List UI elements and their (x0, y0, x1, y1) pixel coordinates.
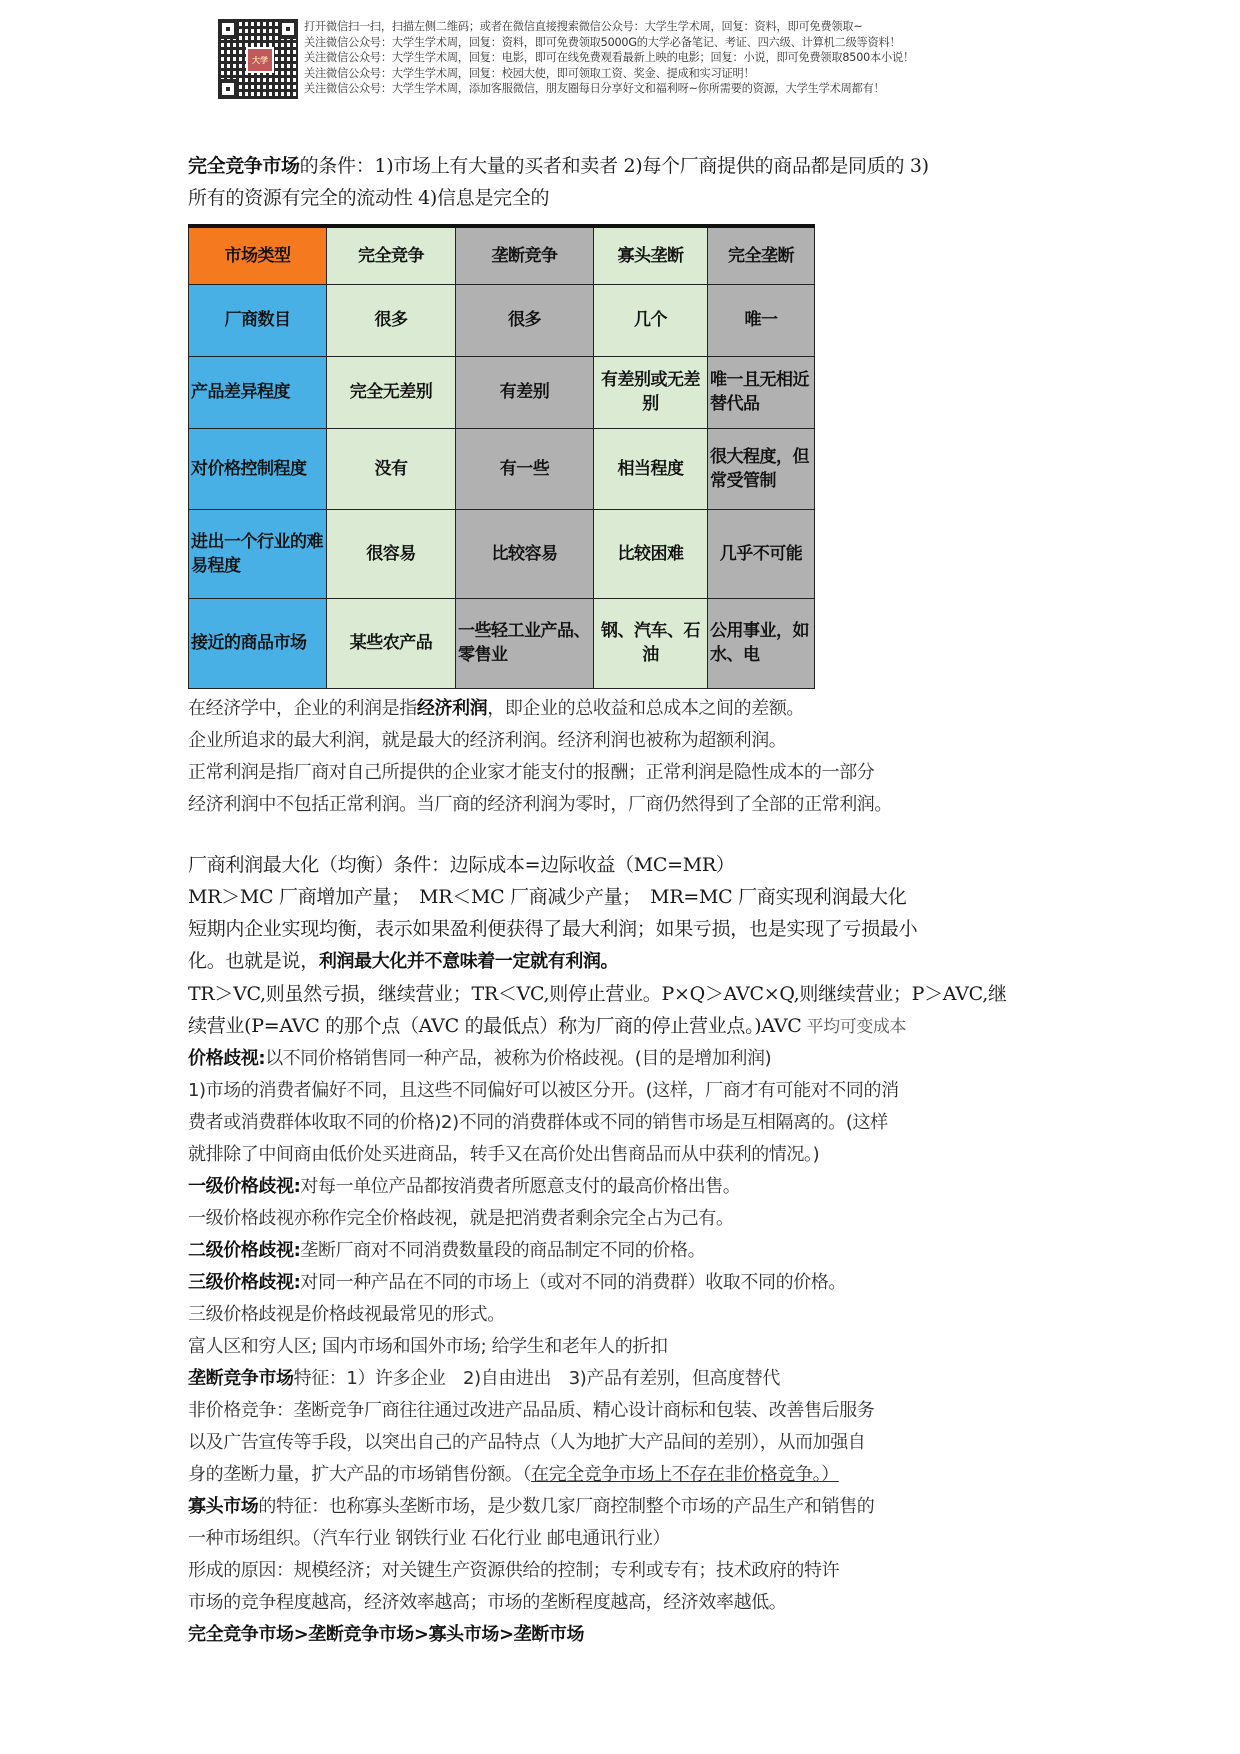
promo-line: 关注微信公众号：大学生学术周，回复：电影，即可在线免费观看最新上映的电影；回复：小说，即可免费领取8500本小说！ (304, 51, 915, 65)
intro-paragraph: 完全竞争市场的条件：1)市场上有大量的买者和卖者 2)每个厂商提供的商品都是同质的 3) (188, 155, 929, 177)
table-cell: 有差别 (456, 356, 594, 428)
table-cell: 很容易 (327, 509, 456, 598)
promo-line: 关注微信公众号：大学生学术周，回复：校园大使，即可领取工资、奖金、提成和实习证明！ (304, 66, 755, 80)
promo-header (218, 19, 998, 103)
qr-logo-icon: 大学 (246, 47, 274, 73)
non-price-competition: 非价格竞争：垄断竞争厂商往往通过改进产品品质、精心设计商标和包装、改善售后服务 (188, 1399, 875, 1421)
promo-line: 打开微信扫一扫，扫描左侧二维码；或者在微信直接搜索微信公众号：大学生学术周，回复：资料，即可免费领取~ (304, 20, 863, 33)
table-cell: 某些农产品 (327, 598, 456, 688)
market-efficiency-ranking: 完全竞争市场>垄断竞争市场>寡头市场>垄断市场 (188, 1623, 585, 1645)
table-cell: 完全无差别 (327, 356, 456, 428)
table-header-cell: 市场类型 (189, 226, 327, 284)
equilibrium-line: TR＞VC,则虽然亏损，继续营业；TR＜VC,则停止营业。P×Q＞AVC×Q,则继续营业；P＞AVC,继 (188, 982, 1007, 1005)
non-price-competition: 以及广告宣传等手段，以突出自己的产品特点（人为地扩大产品间的差别），从而加强自 (188, 1431, 866, 1453)
equilibrium-line: MR＞MC 厂商增加产量； MR＜MC 厂商减少产量； MR=MC 厂商实现利润最大化 (188, 885, 907, 908)
market-comparison-table (188, 224, 815, 689)
table-row (189, 284, 815, 356)
third-degree-discrimination: 三级价格歧视:对同一种产品在不同的市场上（或对不同的消费群）收取不同的价格。 (188, 1271, 847, 1293)
equilibrium-line: 化。也就是说，利润最大化并不意味着一定就有利润。 (188, 949, 619, 972)
table-header-cell: 寡头垄断 (594, 226, 708, 284)
table-cell: 一些轻工业产品、零售业 (456, 598, 594, 688)
discrimination-examples: 富人区和穷人区; 国内市场和国外市场; 给学生和老年人的折扣 (188, 1335, 668, 1357)
table-cell: 很多 (456, 284, 594, 356)
third-degree-note: 三级价格歧视是价格歧视最常见的形式。 (188, 1303, 505, 1325)
table-cell: 很大程度，但常受管制 (708, 428, 815, 509)
table-row (189, 598, 815, 688)
equilibrium-line: 厂商利润最大化（均衡）条件：边际成本=边际收益（MC=MR） (188, 853, 735, 876)
row-label: 进出一个行业的难易程度 (189, 509, 327, 598)
first-degree-discrimination: 一级价格歧视:对每一单位产品都按消费者所愿意支付的最高价格出售。 (188, 1175, 741, 1197)
table-cell: 几乎不可能 (708, 509, 815, 598)
table-header-cell: 完全竞争 (327, 226, 456, 284)
oligopoly-line: 一种市场组织。（汽车行业 钢铁行业 石化行业 邮电通讯行业） (188, 1527, 671, 1549)
row-label: 接近的商品市场 (189, 598, 327, 688)
oligopoly-line: 市场的竞争程度越高，经济效率越高；市场的垄断程度越高，经济效率越低。 (188, 1591, 787, 1613)
table-cell: 有一些 (456, 428, 594, 509)
table-cell: 很多 (327, 284, 456, 356)
second-degree-discrimination: 二级价格歧视:垄断厂商对不同消费数量段的商品制定不同的价格。 (188, 1239, 706, 1261)
table-cell: 比较困难 (594, 509, 708, 598)
promo-line: 关注微信公众号：大学生学术周，添加客服微信，朋友圈每日分享好文和福利呀~你所需要的资源，大学生学术周都有！ (304, 82, 885, 96)
table-header-row (189, 226, 815, 284)
row-label: 厂商数目 (189, 284, 327, 356)
document-body (188, 150, 1118, 1651)
table-cell: 公用事业，如水、电 (708, 598, 815, 688)
non-price-competition: 身的垄断力量，扩大产品的市场销售份额。（在完全竞争市场上不存在非价格竞争。） (188, 1463, 839, 1485)
intro-paragraph-cont: 所有的资源有完全的流动性 4)信息是完全的 (188, 187, 550, 209)
price-discrimination-def: 价格歧视:以不同价格销售同一种产品，被称为价格歧视。(目的是增加利润) (188, 1047, 772, 1069)
table-row (189, 356, 815, 428)
row-label: 产品差异程度 (189, 356, 327, 428)
oligopoly-features: 寡头市场的特征：也称寡头垄断市场，是少数几家厂商控制整个市场的产品生产和销售的 (188, 1495, 875, 1517)
first-degree-note: 一级价格歧视亦称作完全价格歧视，就是把消费者剩余完全占为己有。 (188, 1207, 734, 1229)
profit-line: 正常利润是指厂商对自己所提供的企业家才能支付的报酬；正常利润是隐性成本的一部分 (188, 761, 875, 783)
table-cell: 比较容易 (456, 509, 594, 598)
table-cell: 有差别或无差别 (594, 356, 708, 428)
discrimination-condition: 费者或消费群体收取不同的价格)2)不同的消费群体或不同的销售市场是互相隔离的。(这样 (188, 1111, 888, 1133)
table-cell: 几个 (594, 284, 708, 356)
equilibrium-line: 续营业(P=AVC 的那个点（AVC 的最低点）称为厂商的停止营业点。)AVC 平均可变成本 (188, 1014, 907, 1037)
table-cell: 没有 (327, 428, 456, 509)
qr-finder-icon (278, 19, 298, 39)
equilibrium-line: 短期内企业实现均衡，表示如果盈利便获得了最大利润；如果亏损，也是实现了亏损最小 (188, 917, 918, 940)
profit-paragraph: 在经济学中，企业的利润是指经济利润，即企业的总收益和总成本之间的差额。 (188, 697, 805, 719)
discrimination-condition: 1)市场的消费者偏好不同，且这些不同偏好可以被区分开。(这样，厂商才有可能对不同的消 (188, 1079, 899, 1101)
table-cell: 相当程度 (594, 428, 708, 509)
table-cell: 唯一且无相近替代品 (708, 356, 815, 428)
table-row (189, 509, 815, 598)
discrimination-condition: 就排除了中间商由低价处买进商品，转手又在高价处出售商品而从中获利的情况。) (188, 1143, 820, 1165)
table-cell: 钢、汽车、石油 (594, 598, 708, 688)
profit-line: 经济利润中不包括正常利润。当厂商的经济利润为零时，厂商仍然得到了全部的正常利润。 (188, 793, 892, 815)
table-header-cell: 完全垄断 (708, 226, 815, 284)
promo-line: 关注微信公众号：大学生学术周，回复：资料，即可免费领取5000G的大学必备笔记、考证、四六级、计算机二级等资料！ (304, 35, 901, 49)
table-header-cell: 垄断竞争 (456, 226, 594, 284)
row-label: 对价格控制程度 (189, 428, 327, 509)
monopolistic-competition-features: 垄断竞争市场特征：1）许多企业 2)自由进出 3)产品有差别，但高度替代 (188, 1367, 781, 1389)
table-row (189, 428, 815, 509)
qr-code-image (218, 19, 298, 99)
oligopoly-line: 形成的原因：规模经济；对关键生产资源供给的控制；专利或专有；技术政府的特许 (188, 1559, 840, 1581)
promo-text (304, 19, 914, 97)
qr-finder-icon (218, 79, 238, 99)
qr-finder-icon (218, 19, 238, 39)
profit-line: 企业所追求的最大利润，就是最大的经济利润。经济利润也被称为超额利润。 (188, 729, 787, 751)
table-cell: 唯一 (708, 284, 815, 356)
